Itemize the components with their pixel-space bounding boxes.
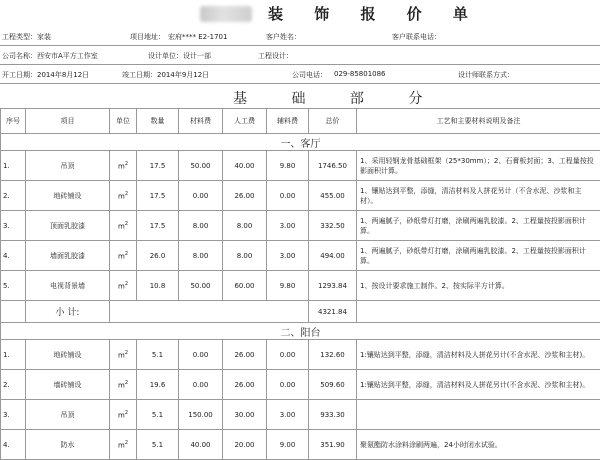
row-labor-cost: 30.00	[223, 400, 267, 430]
unit-text: m	[118, 351, 125, 359]
row-note: 1:镶贴达到平整，添缝，清洁材料及人拼花另计(不含水泥、沙浆和主材)。	[357, 370, 600, 400]
unit-text: m	[118, 192, 125, 200]
row-aux-cost: 9.00	[267, 430, 309, 460]
table-header-row	[1, 109, 600, 134]
section-title	[0, 86, 600, 109]
row-aux-cost: 3.00	[267, 400, 309, 430]
unit-text: m	[118, 441, 125, 449]
row-item-name: 防水	[26, 430, 110, 460]
row-no: 4.	[1, 430, 26, 460]
col-header-notes: 工艺和主要材料说明及备注	[357, 109, 600, 134]
row-item-name: 墙砖铺设	[26, 370, 110, 400]
table-row	[1, 181, 600, 211]
row-no: 4.	[1, 241, 26, 271]
unit-superscript: 2	[125, 380, 128, 386]
row-total: 494.00	[309, 241, 357, 271]
table-row	[1, 211, 600, 241]
row-labor-cost: 40.00	[223, 151, 267, 181]
col-header-item: 项目	[26, 109, 110, 134]
row-no: 2.	[1, 181, 26, 211]
row-no: 2.	[1, 370, 26, 400]
client-phone-label: 客户联系电话：	[392, 32, 441, 42]
unit-text: m	[118, 162, 125, 170]
unit-text: m	[118, 222, 125, 230]
row-qty: 17.5	[137, 211, 179, 241]
row-qty: 17.5	[137, 151, 179, 181]
row-material-cost: 0.00	[179, 340, 223, 370]
col-header-no: 序号	[1, 109, 26, 134]
row-qty: 5.1	[137, 340, 179, 370]
row-labor-cost: 26.00	[223, 181, 267, 211]
row-item-name: 吊顶	[26, 151, 110, 181]
row-total: 509.60	[309, 370, 357, 400]
row-material-cost: 8.00	[179, 241, 223, 271]
col-header-qty: 数量	[137, 109, 179, 134]
row-qty: 10.8	[137, 271, 179, 301]
subtotal-row	[1, 301, 600, 323]
row-unit	[110, 241, 137, 271]
row-unit	[110, 400, 137, 430]
row-note: 1:镶贴达到平整，添缝，清洁材料及人拼花另计(不含水泥、沙浆和主材)。	[357, 340, 600, 370]
row-note: 1、按设计要求施工制作。2、按实际平方计算。	[357, 271, 600, 301]
row-labor-cost: 60.00	[223, 271, 267, 301]
info-row-company	[0, 47, 600, 65]
unit-text: m	[118, 282, 125, 290]
row-total: 933.30	[309, 400, 357, 430]
row-no: 3.	[1, 211, 26, 241]
group-label: 一、客厅	[1, 134, 600, 151]
row-labor-cost: 20.00	[223, 430, 267, 460]
row-total: 132.60	[309, 340, 357, 370]
unit-text: m	[118, 411, 125, 419]
project-address-label: 项目地址：	[130, 32, 165, 42]
subtotal-label: 小 计:	[26, 301, 110, 323]
row-labor-cost: 26.00	[223, 340, 267, 370]
row-aux-cost: 0.00	[267, 340, 309, 370]
row-material-cost: 150.00	[179, 400, 223, 430]
unit-superscript: 2	[125, 281, 128, 287]
redacted-logo	[200, 6, 252, 22]
unit-text: m	[118, 381, 125, 389]
table-row	[1, 241, 600, 271]
table-body	[1, 134, 600, 460]
project-address-value: 宏府**** E2-1701	[168, 32, 227, 42]
unit-superscript: 2	[125, 221, 128, 227]
row-no: 1.	[1, 340, 26, 370]
row-no: 3.	[1, 400, 26, 430]
col-header-unit: 单位	[110, 109, 137, 134]
subtotal-note-cell	[357, 301, 600, 323]
table-row	[1, 400, 600, 430]
row-material-cost: 0.00	[179, 181, 223, 211]
col-header-material: 材料费	[179, 109, 223, 134]
row-material-cost: 50.00	[179, 271, 223, 301]
row-no: 5.	[1, 271, 26, 301]
unit-superscript: 2	[125, 350, 128, 356]
row-unit	[110, 151, 137, 181]
col-header-aux: 辅料费	[267, 109, 309, 134]
table-row	[1, 370, 600, 400]
row-item-name: 墙面乳胶漆	[26, 241, 110, 271]
group-row	[1, 134, 600, 151]
unit-superscript: 2	[125, 440, 128, 446]
row-note: 聚氨酯防水涂料涂刷两遍，24小时闭水试验。	[357, 430, 600, 460]
row-total: 1293.84	[309, 271, 357, 301]
quotation-table	[0, 108, 600, 460]
engineering-design-label: 工程设计：	[258, 51, 293, 61]
company-phone-value: 029-85801086	[334, 70, 386, 78]
row-total: 332.50	[309, 211, 357, 241]
row-unit	[110, 211, 137, 241]
row-note: 1、镶贴达到平整，添缝，清洁材料及人拼花另计（不含水泥、沙浆和主材）。	[357, 181, 600, 211]
row-labor-cost: 8.00	[223, 241, 267, 271]
row-item-name: 顶面乳胶漆	[26, 211, 110, 241]
row-aux-cost: 9.80	[267, 151, 309, 181]
document-title: 装 饰 报 价 单	[268, 3, 481, 24]
row-item-name: 电视背景墙	[26, 271, 110, 301]
row-unit	[110, 181, 137, 211]
row-material-cost: 50.00	[179, 151, 223, 181]
subtotal-no-cell	[1, 301, 26, 323]
company-phone-label: 公司电话：	[292, 70, 327, 80]
group-label: 二、阳台	[1, 323, 600, 340]
row-labor-cost: 8.00	[223, 211, 267, 241]
row-total: 455.00	[309, 181, 357, 211]
row-material-cost: 8.00	[179, 211, 223, 241]
row-qty: 5.1	[137, 400, 179, 430]
section-title-text: 基 础 部 分	[233, 88, 442, 108]
row-unit	[110, 271, 137, 301]
row-total: 1746.50	[309, 151, 357, 181]
table-row	[1, 430, 600, 460]
col-header-labor: 人工费	[223, 109, 267, 134]
group-row	[1, 323, 600, 340]
title-row	[0, 0, 600, 28]
row-qty: 17.5	[137, 181, 179, 211]
table-row	[1, 151, 600, 181]
row-note	[357, 400, 600, 430]
row-aux-cost: 0.00	[267, 181, 309, 211]
row-labor-cost: 26.00	[223, 370, 267, 400]
row-qty: 5.1	[137, 430, 179, 460]
row-aux-cost: 3.00	[267, 241, 309, 271]
table-row	[1, 340, 600, 370]
col-header-total: 总价	[309, 109, 357, 134]
row-item-name: 地砖铺设	[26, 181, 110, 211]
row-unit	[110, 340, 137, 370]
subtotal-spacer	[110, 301, 309, 323]
row-aux-cost: 9.80	[267, 271, 309, 301]
unit-text: m	[118, 252, 125, 260]
row-qty: 19.6	[137, 370, 179, 400]
row-qty: 26.0	[137, 241, 179, 271]
design-unit: 设计单位：设计一部	[148, 51, 211, 61]
project-type: 工程类型：家装	[2, 32, 51, 42]
row-material-cost: 40.00	[179, 430, 223, 460]
company-name: 公司名称：西安市A平方工作室	[2, 51, 98, 61]
finish-date: 竣工日期：2014年9月12日	[122, 70, 209, 80]
row-aux-cost: 0.00	[267, 370, 309, 400]
info-row-project	[0, 28, 600, 46]
client-name-label: 客户姓名：	[266, 32, 301, 42]
table-row	[1, 271, 600, 301]
row-no: 1.	[1, 151, 26, 181]
row-item-name: 吊顶	[26, 400, 110, 430]
subtotal-total: 4321.84	[309, 301, 357, 323]
designer-contact-label: 设计师联系方式：	[458, 70, 514, 80]
row-unit	[110, 430, 137, 460]
row-note: 1、两遍腻子，砂纸带灯打磨，涂刷两遍乳胶漆。2、工程量按投影面积计算。	[357, 241, 600, 271]
row-unit	[110, 370, 137, 400]
unit-superscript: 2	[125, 161, 128, 167]
row-item-name: 地砖铺设	[26, 340, 110, 370]
unit-superscript: 2	[125, 191, 128, 197]
row-material-cost: 0.00	[179, 370, 223, 400]
row-total: 351.90	[309, 430, 357, 460]
info-row-dates	[0, 66, 600, 84]
row-aux-cost: 3.00	[267, 211, 309, 241]
unit-superscript: 2	[125, 251, 128, 257]
start-date: 开工日期：2014年8月12日	[2, 70, 89, 80]
row-note: 1、采用轻钢龙骨基础框架（25*30mm）；2、石膏板封面；3、工程量按投影面积计算。	[357, 151, 600, 181]
row-note: 1、两遍腻子，砂纸带灯打磨，涂刷两遍乳胶漆。2、工程量按投影面积计算。	[357, 211, 600, 241]
unit-superscript: 2	[125, 410, 128, 416]
